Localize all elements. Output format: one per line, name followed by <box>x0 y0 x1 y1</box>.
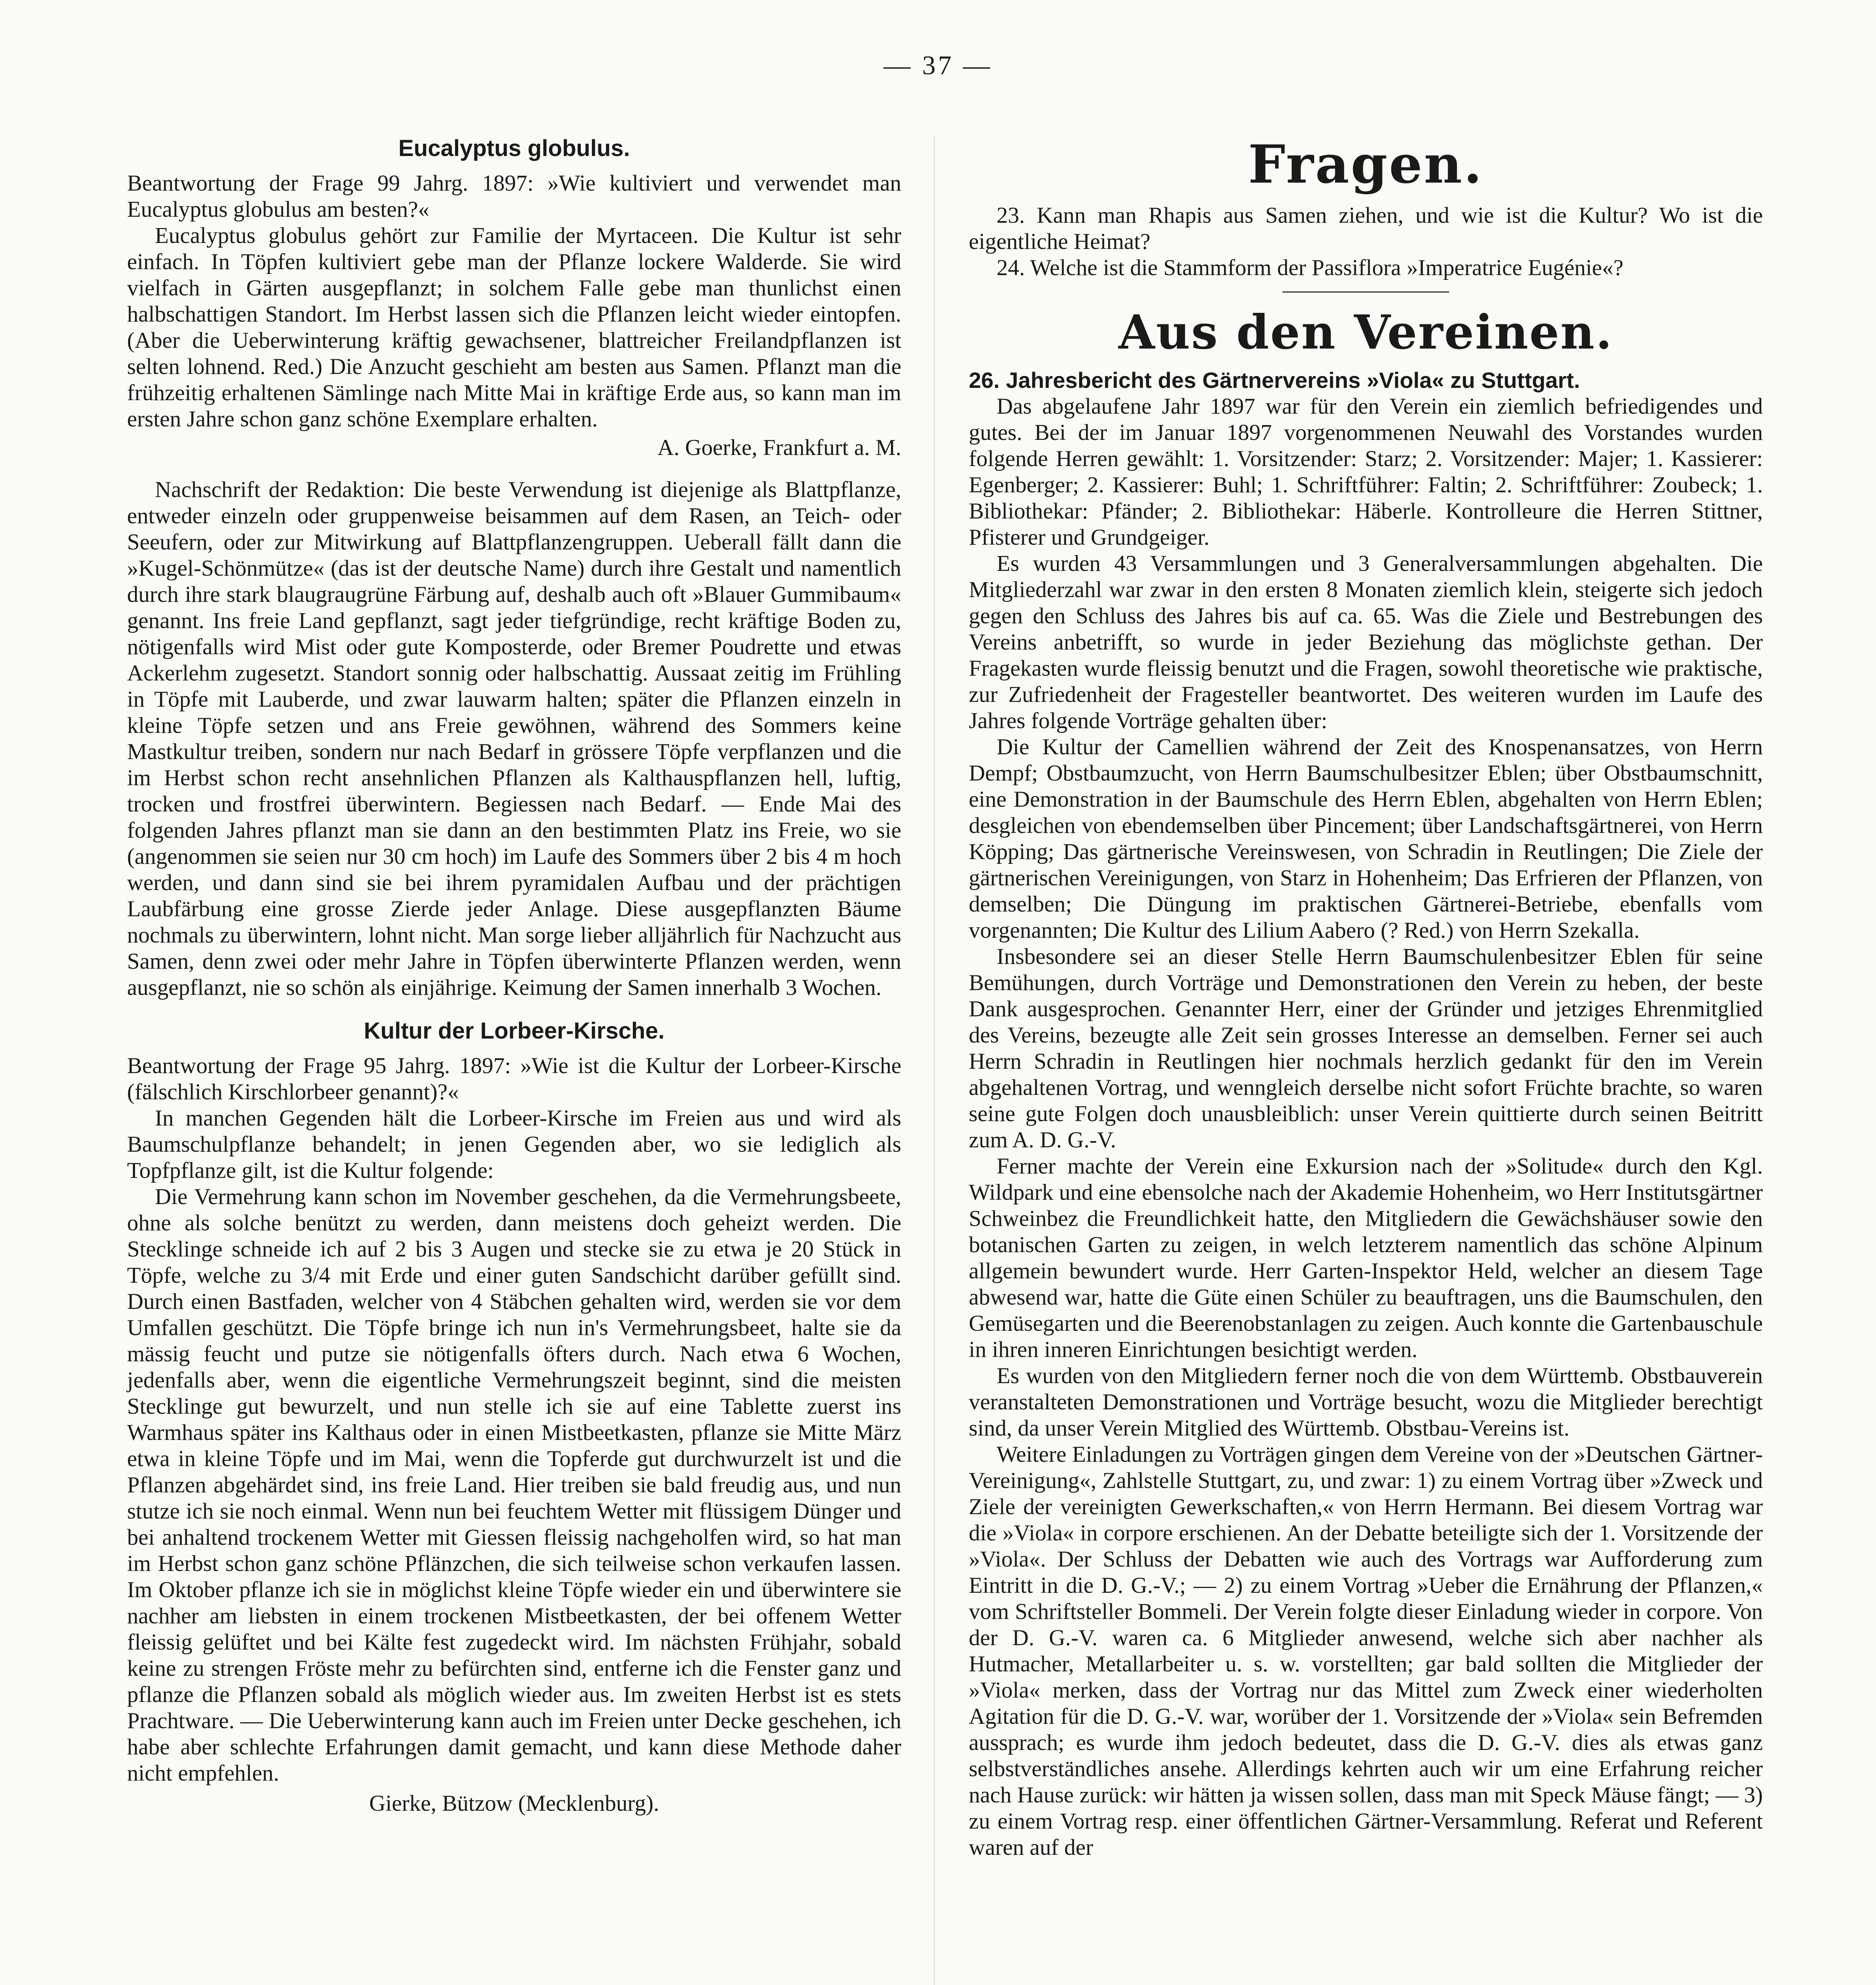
report-paragraph: Ferner machte der Verein eine Exkursion nach der »Solitude« durch den Kgl. Wildpark und eine ebensolche nach der Akademie Hohenheim, wo Herr Institutsgärtner Schweinbez die Freundlichkeit hatte, den Mitgliedern die Gewächshäuser sowie den botanischen Garten zu zeigen, in welch letzterem namentlich das schöne Alpinum allgemein bewundert wurde. Herr Garten-Inspektor Held, welcher an diesem Tage abwesend war, hatte die Güte einen Schüler zu beauftragen, uns die Baumschulen, den Gemüsegarten und die Beerenobstanlagen zu zeigen. Auch konnte die Gartenbauschule in ihren inneren Einrichtungen besichtigt werden. <box>969 1154 1763 1362</box>
report-paragraph: Es wurden von den Mitgliedern ferner noch die von dem Württemb. Obstbauverein veranstalteten Demonstrationen und Vorträge besucht, wozu die Mitglieder berechtigt sind, da unser Verein Mitglied des Württemb. Obstbau-Vereins ist. <box>969 1363 1763 1441</box>
fragen-item: 23. Kann man Rhapis aus Samen ziehen, und wie ist die Kultur? Wo ist die eigentliche Heimat? <box>969 203 1763 254</box>
eucalyptus-signature: A. Goerke, Frankfurt a. M. <box>657 435 901 460</box>
lorbeer-signature: Gierke, Bützow (Mecklenburg). <box>369 1791 659 1816</box>
lorbeer-intro: In manchen Gegenden hält die Lorbeer-Kirsche im Freien aus und wird als Baumschulpflanze behandelt; in jenen Gegenden aber, wo sie lediglich als Topfpflanze gilt, ist die Kultur folgende: <box>127 1106 901 1183</box>
eucalyptus-question: Beantwortung der Frage 99 Jahrg. 1897: »Wie kultiviert und verwendet man Eucalyptus globulus am besten?« <box>127 171 901 222</box>
section-spacer <box>127 1001 901 1018</box>
report-paragraph: Die Kultur der Camellien während der Zeit des Knospenansatzes, von Herrn Dempf; Obstbaumzucht, von Herrn Baumschulbesitzer Eblen; über Obstbaumschnitt, eine Demonstration in der Baumschule des Herrn Eblen, abgehalten von Herrn Eblen; desgleichen von ebendemselben über Pincement; über Landschaftsgärtnerei, von Herrn Köpping; Das gärtnerische Vereinswesen, von Schradin in Reutlingen; Die Ziele der gärtnerischen Vereinigungen, von Starz in Hohenheim; Das Erfrieren der Pflanzen, von demselben; Die Düngung im praktischen Gärtnerei-Betriebe, ebenfalls vom vorgenannten; Die Kultur des Lilium Aabero (? Red.) von Herrn Szekalla. <box>969 734 1763 943</box>
eucalyptus-answer: Eucalyptus globulus gehört zur Familie der Myrtaceen. Die Kultur ist sehr einfach. In Töpfen kultiviert gebe man der Pflanze lockere Walderde. Sie wird vielfach in Gärten ausgepflanzt; in solchem Falle gebe man thunlichst einen halbschattigen Standort. Im Herbst lassen sich die Pflanzen leicht wieder eintopfen. (Aber die Ueberwinterung kräftig gewachsener, blattreicher Freilandpflanzen ist selten lohnend. Red.) Die Anzucht geschieht am besten aus Samen. Pflanzt man die frühzeitig erhaltenen Sämlinge nach Mitte Mai in kräftige Erde aus, so kann man im ersten Jahre schon ganz schöne Exemplare erhalten. <box>127 223 901 432</box>
section-title-vereine: Aus den Vereinen. <box>1118 304 1613 360</box>
left-column <box>127 135 901 1817</box>
lorbeer-question: Beantwortung der Frage 95 Jahrg. 1897: »Wie ist die Kultur der Lorbeer-Kirsche (fälschlich Kirschlorbeer genannt)?« <box>127 1053 901 1104</box>
report-paragraph: Weitere Einladungen zu Vorträgen gingen dem Vereine von der »Deutschen Gärtner-Vereinigung«, Zahlstelle Stuttgart, zu, und zwar: 1) zu einem Vortrag über »Zweck und Ziele der vereinigten Gewerkschaften,« von Herrn Hermann. Bei diesem Vortrag war die »Viola« in corpore erschienen. An der Debatte beteiligte sich der 1. Vorsitzende der »Viola«. Der Schluss der Debatten wie auch des Vortrags war Aufforderung zum Eintritt in die D. G.-V.; — 2) zu einem Vortrag »Ueber die Ernährung der Pflanzen,« vom Schriftsteller Bommeli. Der Verein folgte dieser Einladung wieder in corpore. Von der D. G.-V. waren ca. 6 Mitglieder anwesend, welche sich aber nachher als Hutmacher, Metallarbeiter u. s. w. vorstellten; gar bald sollten die Mitglieder der »Viola« merken, dass der Vortrag nur das Mittel zum Zweck einer wiederholten Agitation für die D. G.-V. war, worüber der 1. Vorsitzende der »Viola« sein Befremden aussprach; es wurde ihm jedoch bedeutet, dass die D. G.-V. dies als etwas ganz selbstverständliches ansehe. Allerdings kehrten auch wir um eine Erfahrung reicher nach Hause zurück: wir hätten ja wissen sollen, dass man mit Speck Mäuse fängt; — 3) zu einem Vortrag resp. einer öffentlichen Gärtner-Versammlung. Referat und Referent waren auf der <box>969 1442 1763 1860</box>
fragen-item: 24. Welche ist die Stammform der Passiflora »Imperatrice Eugénie«? <box>997 255 1623 280</box>
section-title-fragen: Fragen. <box>1248 134 1484 195</box>
section-rule <box>1282 291 1449 293</box>
report-title: 26. Jahresbericht des Gärtnervereins »Viola« zu Stuttgart. <box>969 368 1580 393</box>
article-title-lorbeer: Kultur der Lorbeer-Kirsche. <box>364 1018 665 1044</box>
editorial-postscript: Nachschrift der Redaktion: Die beste Verwendung ist diejenige als Blattpflanze, entweder einzeln oder gruppenweise beisammen auf dem Rasen, an Teich- oder Seeufern, oder zur Mitwirkung auf Blattpflanzengruppen. Ueberall fällt dann die »Kugel-Schönmütze« (das ist der deutsche Name) durch ihre Gestalt und namentlich durch ihre stark blaugraugrüne Färbung auf, deshalb auch oft »Blauer Gummibaum« genannt. Ins freie Land gepflanzt, sagt jeder tiefgründige, recht kräftige Boden zu, nötigenfalls wird Mist oder gute Komposterde, oder Bremer Poudrette und etwas Ackerlehm zugesetzt. Standort sonnig oder halbschattig. Aussaat zeitig im Frühling in Töpfe mit Lauberde, und zwar lauwarm halten; später die Pflanzen einzeln in kleine Töpfe setzen und ans Freie gewöhnen, während des Sommers keine Mastkultur treiben, sondern nur nach Bedarf in grössere Töpfe verpflanzen und die im Herbst schon recht ansehnlichen Pflanzen als Kalthauspflanzen hell, luftig, trocken und frostfrei überwintern. Begiessen nach Bedarf. — Ende Mai des folgenden Jahres pflanzt man sie dann an den bestimmten Platz ins Freie, wo sie (angenommen sie seien nur 30 cm hoch) im Laufe des Sommers über 2 bis 4 m hoch werden, und dann sind sie bei ihrem pyramidalen Aufbau und der prächtigen Laubfärbung eine grosse Zierde jeder Anlage. Diese ausgepflanzten Bäume nochmals zu überwintern, lohnt nicht. Man sorge lieber alljährlich für Nachzucht aus Samen, denn zwei oder mehr Jahre in Töpfen überwinterte Pflanzen werden, wenn ausgepflanzt, nie so schön als einjährige. Keimung der Samen innerhalb 3 Wochen. <box>127 477 901 1000</box>
report-paragraph: Das abgelaufene Jahr 1897 war für den Verein ein ziemlich befriedigendes und gutes. Bei der im Januar 1897 vorgenommenen Neuwahl des Vorstandes wurden folgende Herren gewählt: 1. Vorsitzender: Starz; 2. Vorsitzender: Majer; 1. Kassierer: Egenberger; 2. Kassierer: Buhl; 1. Schriftführer: Faltin; 2. Schriftführer: Zoubeck; 1. Bibliothekar: Pfänder; 2. Bibliothekar: Häberle. Kontrolleure die Herren Stittner, Pfisterer und Grundgeiger. <box>969 394 1763 550</box>
article-title-eucalyptus: Eucalyptus globulus. <box>398 135 630 161</box>
right-column <box>969 135 1763 1861</box>
column-divider <box>934 135 935 1985</box>
page-number: — 37 — <box>883 50 993 80</box>
report-paragraph: Es wurden 43 Versammlungen und 3 Generalversammlungen abgehalten. Die Mitgliederzahl war zwar in den ersten 8 Monaten ziemlich klein, steigerte sich jedoch gegen den Schluss des Jahres bis auf ca. 65. Was die Ziele und Bestrebungen des Vereins anbetrifft, so wurde in jeder Beziehung das möglichste gethan. Der Fragekasten wurde fleissig benutzt und die Fragen, sowohl theoretische wie praktische, zur Zufriedenheit der Fragesteller beantwortet. Des weiteren wurden im Laufe des Jahres folgende Vorträge gehalten über: <box>969 551 1763 733</box>
lorbeer-body: Die Vermehrung kann schon im November geschehen, da die Vermehrungsbeete, ohne als solche benützt zu werden, dann meistens doch geheizt werden. Die Stecklinge schneide ich auf 2 bis 3 Augen und stecke sie zu etwa je 20 Stück in Töpfe, welche zu 3/4 mit Erde und einer guten Sandschicht darüber gefüllt sind. Durch einen Bastfaden, welcher von 4 Stäbchen gehalten wird, werden sie vor dem Umfallen geschützt. Die Töpfe bringe ich nun in's Vermehrungsbeet, halte sie da mässig feucht und putze sie nötigenfalls öfters durch. Nach etwa 6 Wochen, jedenfalls aber, wenn die eigentliche Vermehrungszeit beginnt, sind die meisten Stecklinge gut bewurzelt, und nun stelle ich sie auf eine Tablette zuerst ins Warmhaus später ins Kalthaus oder in einen Mistbeetkasten, pflanze sie Mitte März etwa in kleine Töpfe und im Mai, wenn die Topferde gut durchwurzelt ist und die Pflanzen abgehärdet sind, ins freie Land. Hier treiben sie bald freudig aus, und nun stutze ich sie noch einmal. Wenn nun bei feuchtem Wetter mit flüssigem Dünger und bei anhaltend trockenem Wetter mit Giessen fleissig nachgeholfen wird, so hat man im Herbst schon ganz schöne Pflänzchen, die sich teilweise schon verkaufen lassen. Im Oktober pflanze ich sie in möglichst kleine Töpfe wieder ein und überwintere sie nachher am liebsten in einem trockenen Mistbeetkasten, der bei offenem Wetter fleissig gelüftet und bei Kälte fest zugedeckt wird. Im nächsten Frühjahr, sobald keine zu strengen Fröste mehr zu befürchten sind, entferne ich die Fenster ganz und pflanze die Pflanzen sobald als möglich wieder aus. Im zweiten Herbst ist es stets Prachtware. — Die Ueberwinterung kann auch im Freien unter Decke geschehen, ich habe aber schlechte Erfahrungen damit gemacht, und kann diese Methode daher nicht empfehlen. <box>127 1184 901 1786</box>
report-paragraph: Insbesondere sei an dieser Stelle Herrn Baumschulenbesitzer Eblen für seine Bemühungen, durch Vorträge und Demonstrationen den Verein zu heben, der beste Dank ausgesprochen. Genannter Herr, einer der Gründer und jetziges Ehrenmitglied des Vereins, bezeugte alle Zeit sein grosses Interesse an demselben. Ferner sei auch Herrn Schradin in Reutlingen hier nochmals herzlich gedankt für den im Verein abgehaltenen Vortrag, und wenngleich derselbe nicht sofort Früchte brachte, so waren seine gute Folgen doch unausbleiblich: unser Verein quittierte durch seinen Beitritt zum A. D. G.-V. <box>969 944 1763 1152</box>
